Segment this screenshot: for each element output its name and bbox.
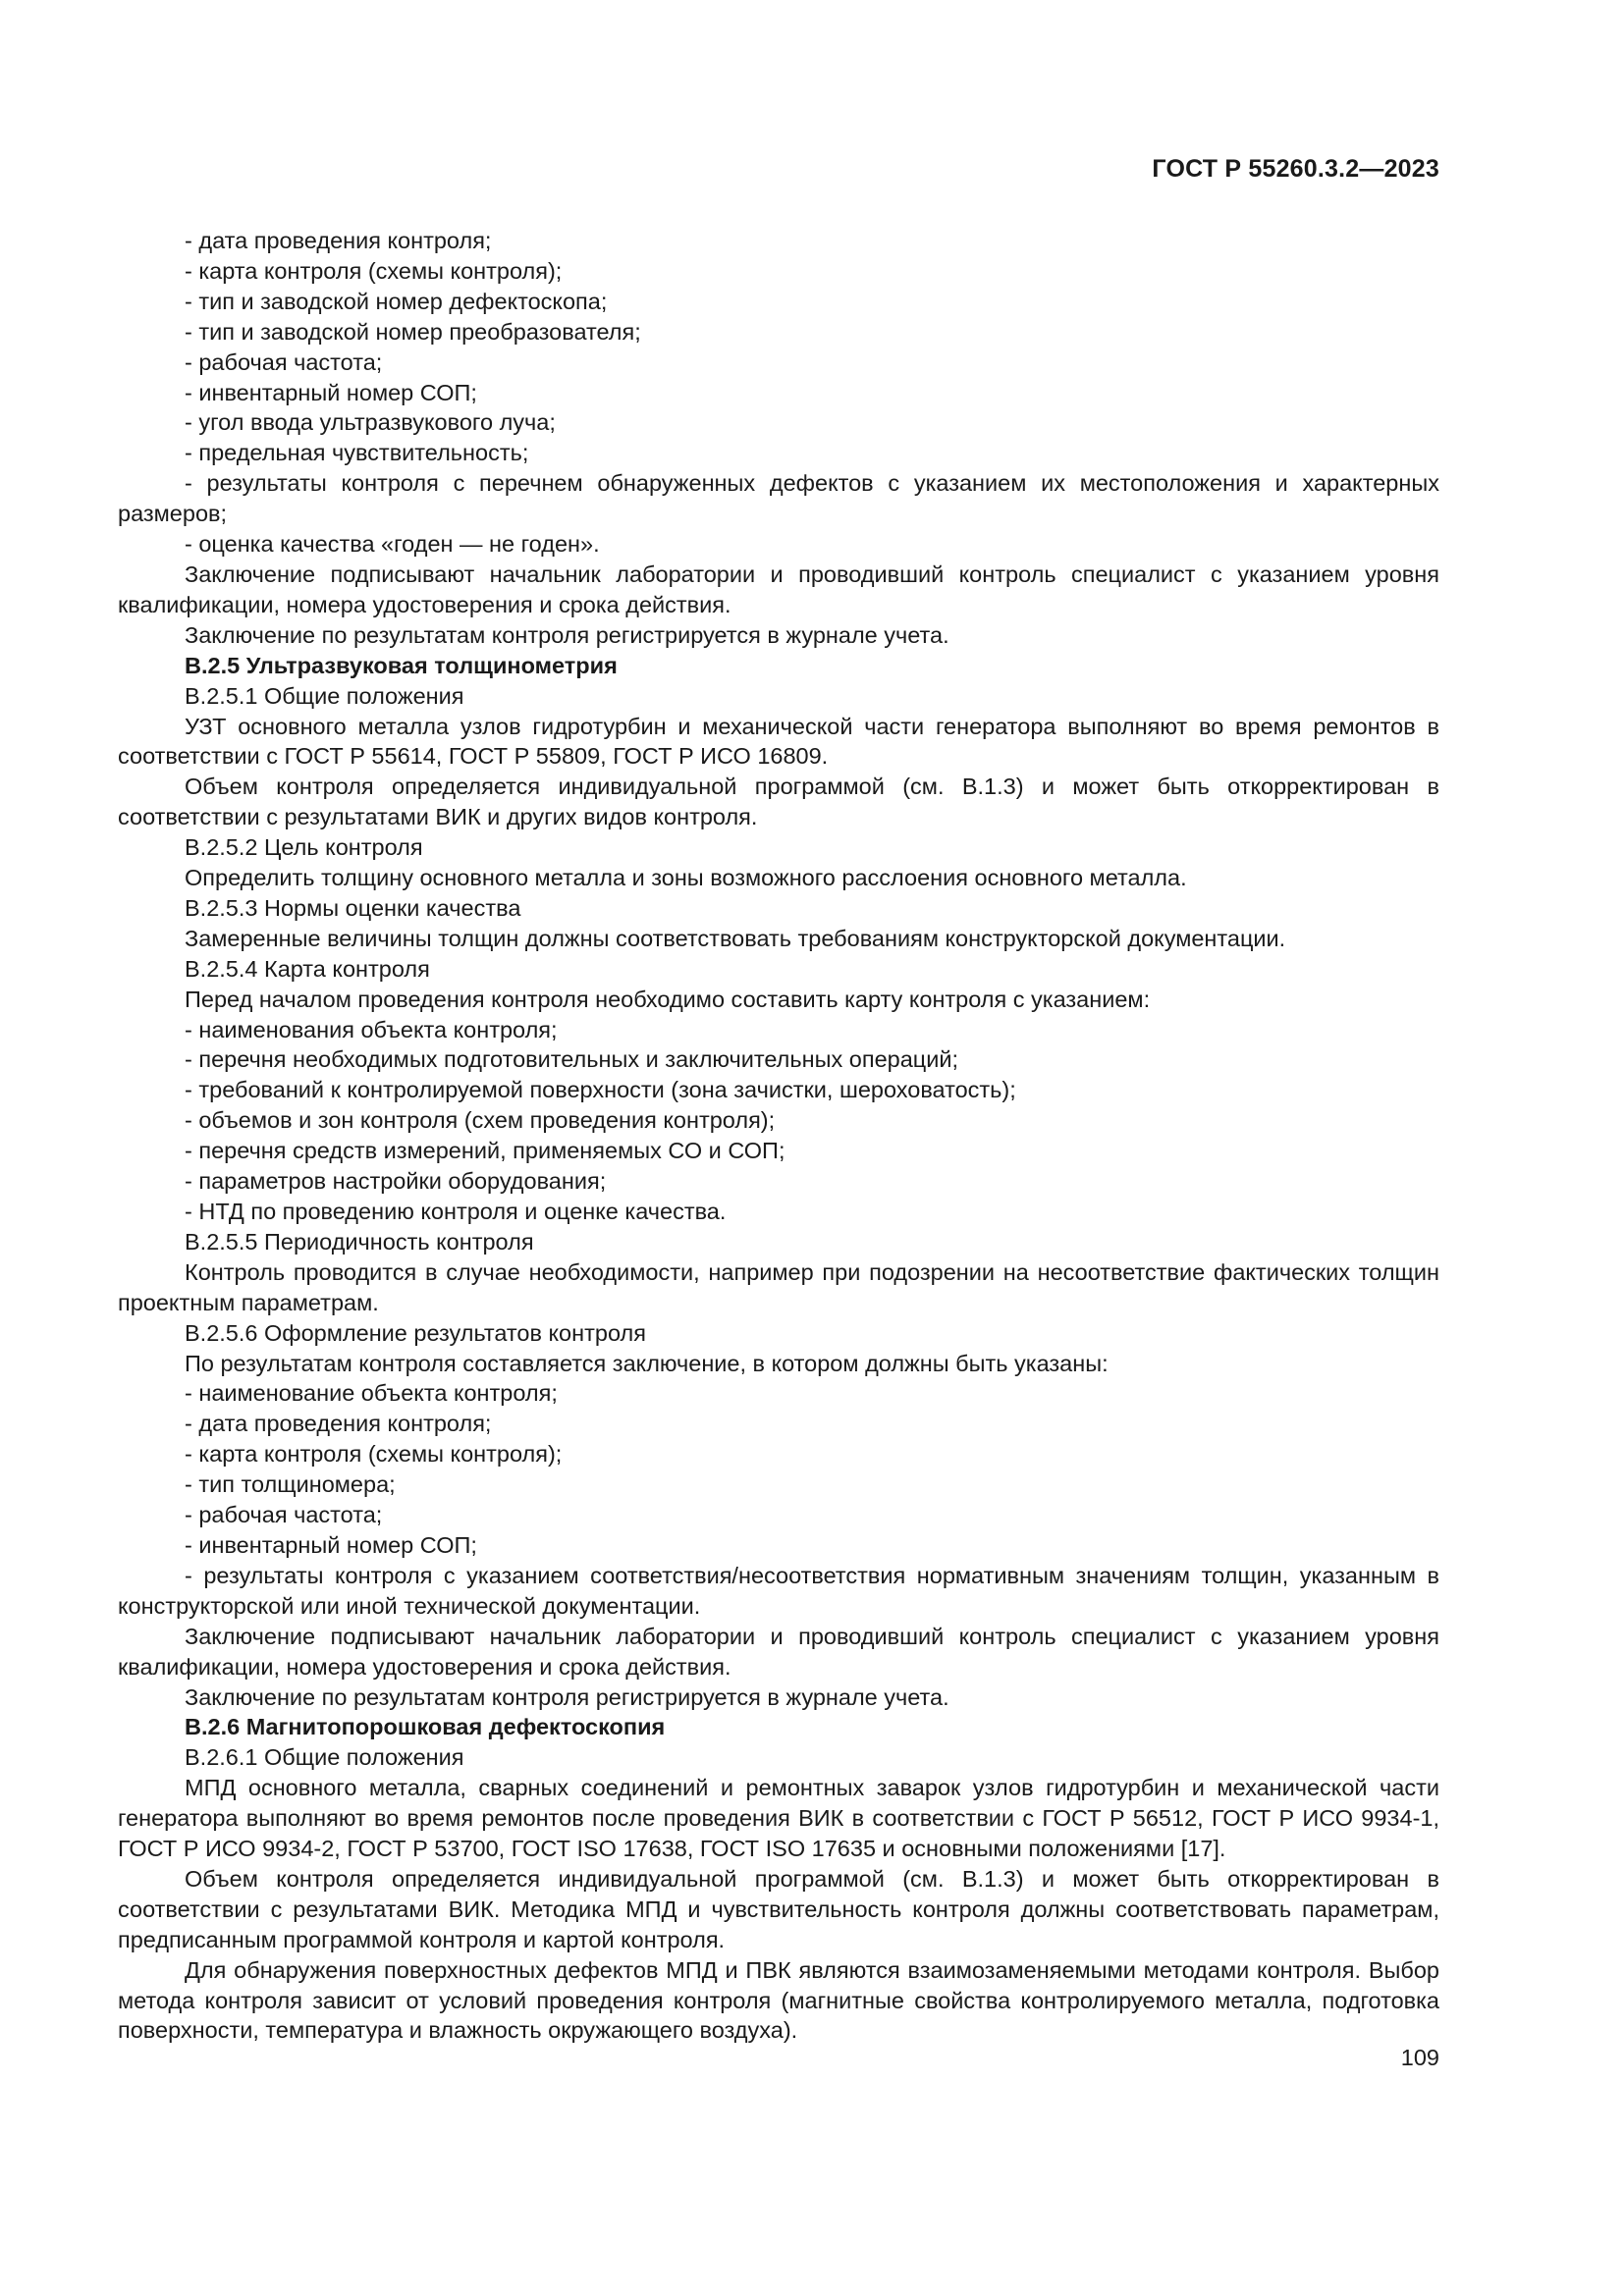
paragraph: - дата проведения контроля;	[185, 228, 492, 253]
paragraph: - тип и заводской номер преобразователя;	[185, 318, 641, 345]
paragraph: - дата проведения контроля;	[185, 1411, 492, 1437]
paragraph: В.2.5.4 Карта контроля	[185, 955, 430, 982]
paragraph: Заключение подписывают начальник лаборатории и проводивший контроль специалист с указанием уровня квалификации, номера удостоверения и срока действия.	[118, 1623, 1439, 1680]
paragraph: В.2.6.1 Общие положения	[185, 1744, 464, 1771]
paragraph: - инвентарный номер СОП;	[185, 379, 477, 405]
paragraph: УЗТ основного металла узлов гидротурбин и механической части генератора выполняют во время ремонтов в соответствии с ГОСТ Р 55614, ГОСТ Р 55809, ГОСТ Р ИСО 16809.	[118, 713, 1439, 770]
paragraph: В.2.5.5 Периодичность контроля	[185, 1228, 534, 1255]
paragraph: Заключение по результатам контроля регистрируется в журнале учета.	[185, 621, 949, 648]
paragraph: - тип и заводской номер дефектоскопа;	[185, 288, 608, 314]
paragraph: По результатам контроля составляется заключение, в котором должны быть указаны:	[185, 1350, 1109, 1376]
paragraph: - рабочая частота;	[185, 1502, 383, 1528]
paragraph: - предельная чувствительность;	[185, 440, 529, 466]
paragraph: - перечня необходимых подготовительных и заключительных операций;	[185, 1046, 959, 1073]
paragraph: В.2.5.6 Оформление результатов контроля	[185, 1319, 646, 1346]
paragraph: - карта контроля (схемы контроля);	[185, 1441, 563, 1468]
paragraph: - угол ввода ультразвукового луча;	[185, 409, 556, 436]
paragraph: В.2.5.3 Нормы оценки качества	[185, 894, 521, 921]
paragraph: - требований к контролируемой поверхности (зона зачистки, шероховатость);	[185, 1077, 1016, 1103]
paragraph: - перечня средств измерений, применяемых СО и СОП;	[185, 1138, 785, 1164]
paragraph: - инвентарный номер СОП;	[185, 1531, 477, 1558]
paragraph: Замеренные величины толщин должны соответствовать требованиям конструкторской документации.	[185, 925, 1286, 951]
paragraph: - наименования объекта контроля;	[185, 1016, 558, 1042]
paragraph: - параметров настройки оборудования;	[185, 1168, 607, 1195]
paragraph: Определить толщину основного металла и зоны возможного расслоения основного металла.	[185, 865, 1187, 891]
section-heading: В.2.6 Магнитопорошковая дефектоскопия	[185, 1714, 666, 1740]
paragraph: Заключение по результатам контроля регистрируется в журнале учета.	[185, 1683, 949, 1710]
paragraph: В.2.5.2 Цель контроля	[185, 834, 423, 861]
paragraph: - карта контроля (схемы контроля);	[185, 257, 563, 284]
paragraph: - результаты контроля с перечнем обнаруженных дефектов с указанием их местоположения и характерных размеров;	[118, 470, 1439, 527]
paragraph: Для обнаружения поверхностных дефектов МПД и ПВК являются взаимозаменяемыми методами контроля. Выбор метода контроля зависит от условий проведения контроля (магнитные свойства контролируемого металла, подготовка поверхности, температура и влажность окружающего воздуха).	[118, 1956, 1439, 2044]
paragraph: - результаты контроля с указанием соответствия/несоответствия нормативным значениям толщин, указанным в конструкторской или иной технической документации.	[118, 1562, 1439, 1619]
paragraph: Объем контроля определяется индивидуальной программой (см. В.1.3) и может быть откорректирован в соответствии с результатами ВИК и других видов контроля.	[118, 774, 1439, 830]
paragraph: Объем контроля определяется индивидуальной программой (см. В.1.3) и может быть откорректирован в соответствии с результатами ВИК. Методика МПД и чувствительность контроля должны соответствовать параметрам, предписанным программой контроля и картой контроля.	[118, 1865, 1439, 1952]
paragraph: Контроль проводится в случае необходимости, например при подозрении на несоответствие фактических толщин проектным параметрам.	[118, 1258, 1439, 1315]
paragraph: В.2.5.1 Общие положения	[185, 682, 464, 709]
section-heading: В.2.5 Ультразвуковая толщинометрия	[185, 652, 618, 678]
paragraph: Перед началом проведения контроля необходимо составить карту контроля с указанием:	[185, 986, 1151, 1012]
paragraph: - НТД по проведению контроля и оценке качества.	[185, 1199, 727, 1224]
paragraph: Заключение подписывают начальник лаборатории и проводивший контроль специалист с указанием уровня квалификации, номера удостоверения и срока действия.	[118, 561, 1439, 617]
paragraph: - объемов и зон контроля (схем проведения контроля);	[185, 1107, 776, 1134]
paragraph: - тип толщиномера;	[185, 1471, 396, 1498]
paragraph: - рабочая частота;	[185, 348, 383, 375]
document-code-header: ГОСТ Р 55260.3.2—2023	[1152, 155, 1439, 183]
paragraph: - наименование объекта контроля;	[185, 1380, 558, 1407]
page-number: 109	[1400, 2045, 1439, 2070]
paragraph: - оценка качества «годен — не годен».	[185, 531, 600, 558]
paragraph: МПД основного металла, сварных соединений и ремонтных заварок узлов гидротурбин и механической части генератора выполняют во время ремонтов после проведения ВИК в соответствии с ГОСТ Р 56512, ГОСТ Р ИСО 9934-1, ГОСТ Р ИСО 9934-2, ГОСТ Р 53700, ГОСТ ISO 17638, ГОСТ ISO 17635 и основными положениями [17].	[118, 1775, 1439, 1862]
document-body	[118, 226, 1439, 2046]
